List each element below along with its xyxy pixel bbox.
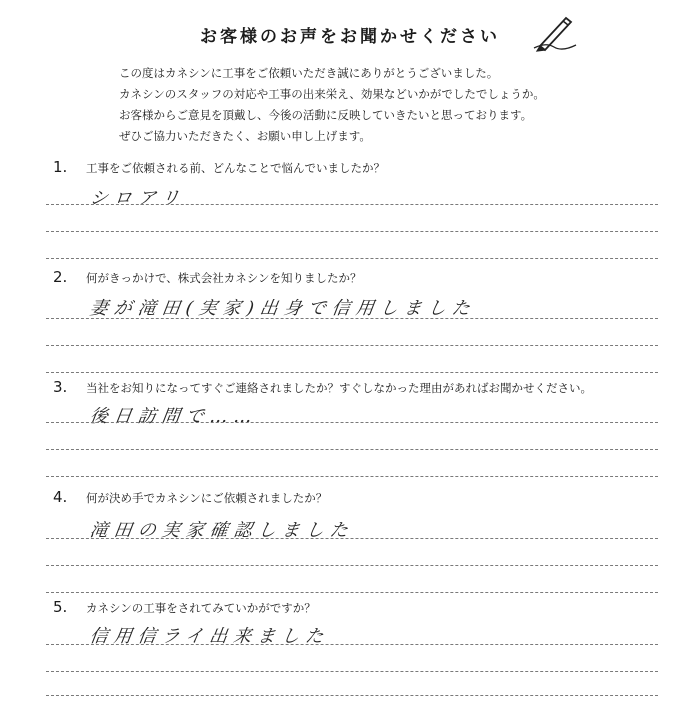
answer-line: [46, 345, 658, 346]
answer-line: [46, 318, 658, 319]
answer-line: [46, 695, 658, 696]
question-text: カネシンの工事をされてみていかがですか？: [86, 601, 316, 615]
answer-line: [46, 592, 658, 593]
answer-line: [46, 422, 658, 423]
question-number: 4.: [53, 488, 68, 506]
answer-line: [46, 204, 658, 205]
pen-icon: [532, 12, 578, 52]
intro-line: お客様からご意見を頂戴し、今後の活動に反映していきたいと思っております。: [119, 108, 533, 122]
intro-line: カネシンのスタッフの対応や工事の出来栄え、効果などいかがでしたでしょうか。: [119, 87, 545, 101]
answer-line: [46, 449, 658, 450]
answer-line: [46, 476, 658, 477]
answer-line: [46, 538, 658, 539]
handwritten-answer: 後日訪問で……: [88, 406, 260, 427]
question-text: 何がきっかけで、株式会社カネシンを知りましたか？: [86, 271, 362, 285]
answer-line: [46, 258, 658, 259]
handwritten-answer: シロアリ: [88, 188, 187, 209]
handwritten-answer: 妻が滝田(実家)出身で信用しました: [88, 298, 478, 319]
answer-line: [46, 372, 658, 373]
intro-text: [119, 63, 679, 147]
question-number: 2.: [53, 268, 68, 286]
page-title: お客様のお声をお聞かせください: [200, 27, 500, 47]
answer-line: [46, 231, 658, 232]
answer-line: [46, 565, 658, 566]
question-text: 何が決め手でカネシンにご依頼されましたか？: [86, 491, 328, 505]
handwritten-answer: 信用信ライ出来ました: [88, 626, 331, 647]
question-number: 3.: [53, 378, 68, 396]
handwritten-answer: 滝田の実家確認しました: [88, 520, 356, 541]
answer-line: [46, 671, 658, 672]
answer-line: [46, 644, 658, 645]
question-text: 当社をお知りになってすぐご連絡されましたか？すぐしなかった理由があればお聞かせください。: [86, 381, 592, 395]
intro-line: この度はカネシンに工事をご依頼いただき誠にありがとうございました。: [119, 66, 499, 80]
intro-line: ぜひご協力いただきたく、お願い申し上げます。: [119, 129, 371, 143]
question-text: 工事をご依頼される前、どんなことで悩んでいましたか？: [86, 161, 385, 175]
question-number: 1.: [53, 158, 68, 176]
question-number: 5.: [53, 598, 68, 616]
